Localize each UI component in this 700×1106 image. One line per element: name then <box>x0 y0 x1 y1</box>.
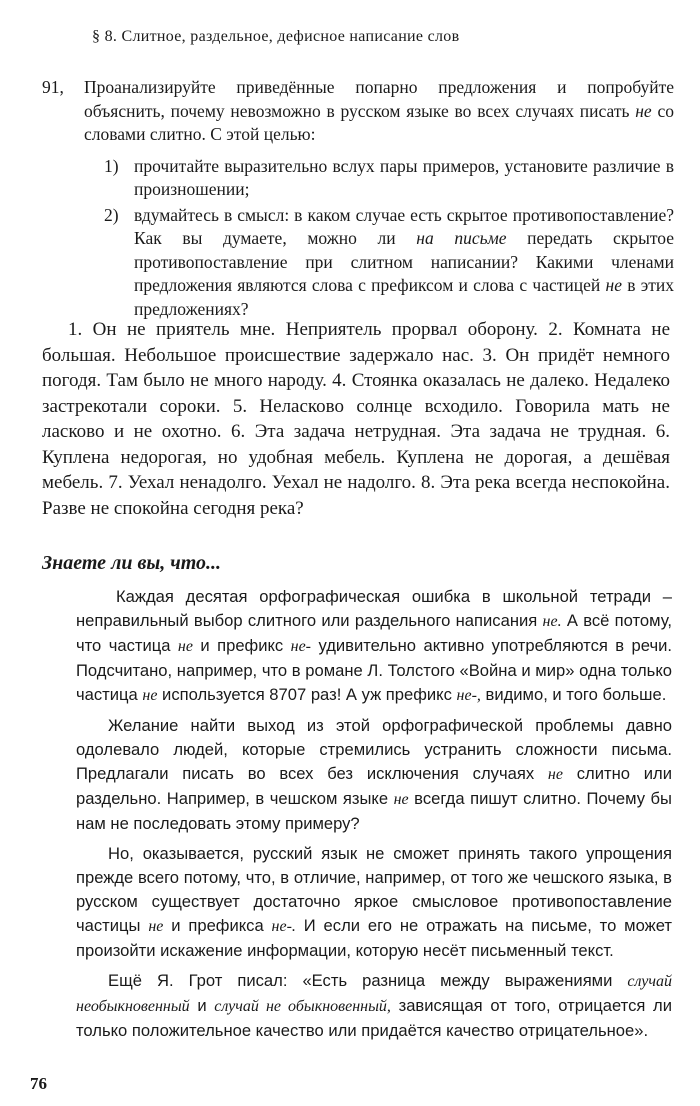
task-item <box>104 204 674 322</box>
text: видимо, и того больше. <box>480 685 667 704</box>
em: не <box>177 638 193 655</box>
task-text: вдумайтесь в смысл: в каком случае есть скрытое противопоставление? Как вы думаете, можно ли <box>134 204 674 248</box>
text: и префикс <box>192 636 291 655</box>
box-paragraph <box>76 842 672 963</box>
text: Но, оказывается, русский язык не сможет принять такого упрощения прежде всего потому, что, в отличие, например, от того же чешского языка, в русском существует достаточно яркое смысловое противопоставление частицы <box>76 844 672 935</box>
em: не-, <box>456 687 481 704</box>
text: И если его не отражать на письме, то может произойти искажение информации, которую несёт письменный текст. <box>76 916 672 960</box>
page-number: 76 <box>30 1074 47 1093</box>
task-em: на письме <box>416 228 507 248</box>
em: не <box>393 791 409 808</box>
box-paragraph <box>76 585 672 708</box>
task-em: не <box>605 275 622 295</box>
em: случай не обыкновенный, <box>214 998 391 1015</box>
box-paragraph <box>76 714 672 836</box>
intro-text: Проанализируйте приведённые попарно предложения и попробуйте объяснить, почему невозможно в русском языке во всех случаях писать <box>84 77 674 121</box>
box-paragraph <box>76 969 672 1043</box>
intro-em: не <box>635 100 652 121</box>
em: не <box>142 687 158 704</box>
box-title: Знаете ли вы, что... <box>42 552 222 574</box>
exercise-intro <box>84 76 674 147</box>
task-text: прочитайте выразительно вслух пары примеров, установите различие в произношении; <box>134 155 674 199</box>
text: слитно или раздельно. Например, в чешском языке <box>76 764 672 808</box>
text: всегда пишут слитно. Почему бы нам не последовать этому примеру? <box>76 789 672 833</box>
em: не <box>148 918 164 935</box>
em: не. <box>542 613 562 630</box>
em: не-. <box>271 918 296 935</box>
task-list <box>104 155 674 322</box>
exercise-91 <box>42 76 674 323</box>
text: и <box>189 996 215 1015</box>
running-header: § 8. Слитное, раздельное, дефисное написание слов <box>92 28 460 45</box>
task-number: 2) <box>104 204 119 225</box>
did-you-know-box <box>76 585 672 1049</box>
task-number: 1) <box>104 155 119 176</box>
text: используется 8707 раз! А уж префикс <box>157 685 457 704</box>
text: А всё потому, что частица <box>76 611 672 655</box>
intro-text-end: со словами слитно. С этой целью: <box>84 100 674 144</box>
task-text: в этих предложениях? <box>134 275 674 319</box>
exercise-number: 91, <box>42 77 64 97</box>
em: случай необыкновенный <box>76 973 672 1015</box>
task-item <box>104 155 674 202</box>
text: Желание найти выход из этой орфографической проблемы давно одолевало людей, которые стремились устранить сложности письма. Предлагали писать во всех без исключения случаях <box>76 716 672 783</box>
text: зависящая от того, отрицается ли только положительное качество или придаётся качество отрицательное». <box>76 996 672 1040</box>
text: Каждая десятая орфографическая ошибка в школьной тетради – неправильный выбор слитного или раздельного написания <box>76 587 672 630</box>
text: и префикса <box>163 916 272 935</box>
task-text: передать скрытое противопоставление при слитном написании? Какими членами предложения являются слова с префиксом и слова с частицей <box>134 228 674 295</box>
text: Ещё Я. Грот писал: «Есть разница между выражениями <box>108 971 628 990</box>
em: не- <box>290 638 312 655</box>
example-sentences: 1. Он не приятель мне. Неприятель прорвал оборону. 2. Комната не большая. Небольшое происшествие задержало нас. 3. Он придёт немного погодя. Там было не много народу. 4. Стоянка оказалась не далеко. Недалеко застрекотали сороки. 5. Неласково солнце всходило. Говорила мать не ласково и не охотно. 6. Эта задача нетрудная. Эта задача не трудная. 6. Куплена недорогая, но удобная мебель. Куплена не дорогая, а дешёвая мебель. 7. Уехал ненадолго. Уехал не надолго. 8. Эта река всегда неспокойна. Разве не спокойна сегодня река? <box>42 319 670 519</box>
em: не <box>547 766 563 783</box>
text: удивительно активно употребляются в речи. Подсчитано, например, что в романе Л. Толстого «Война и мир» одна только частица <box>76 636 672 704</box>
